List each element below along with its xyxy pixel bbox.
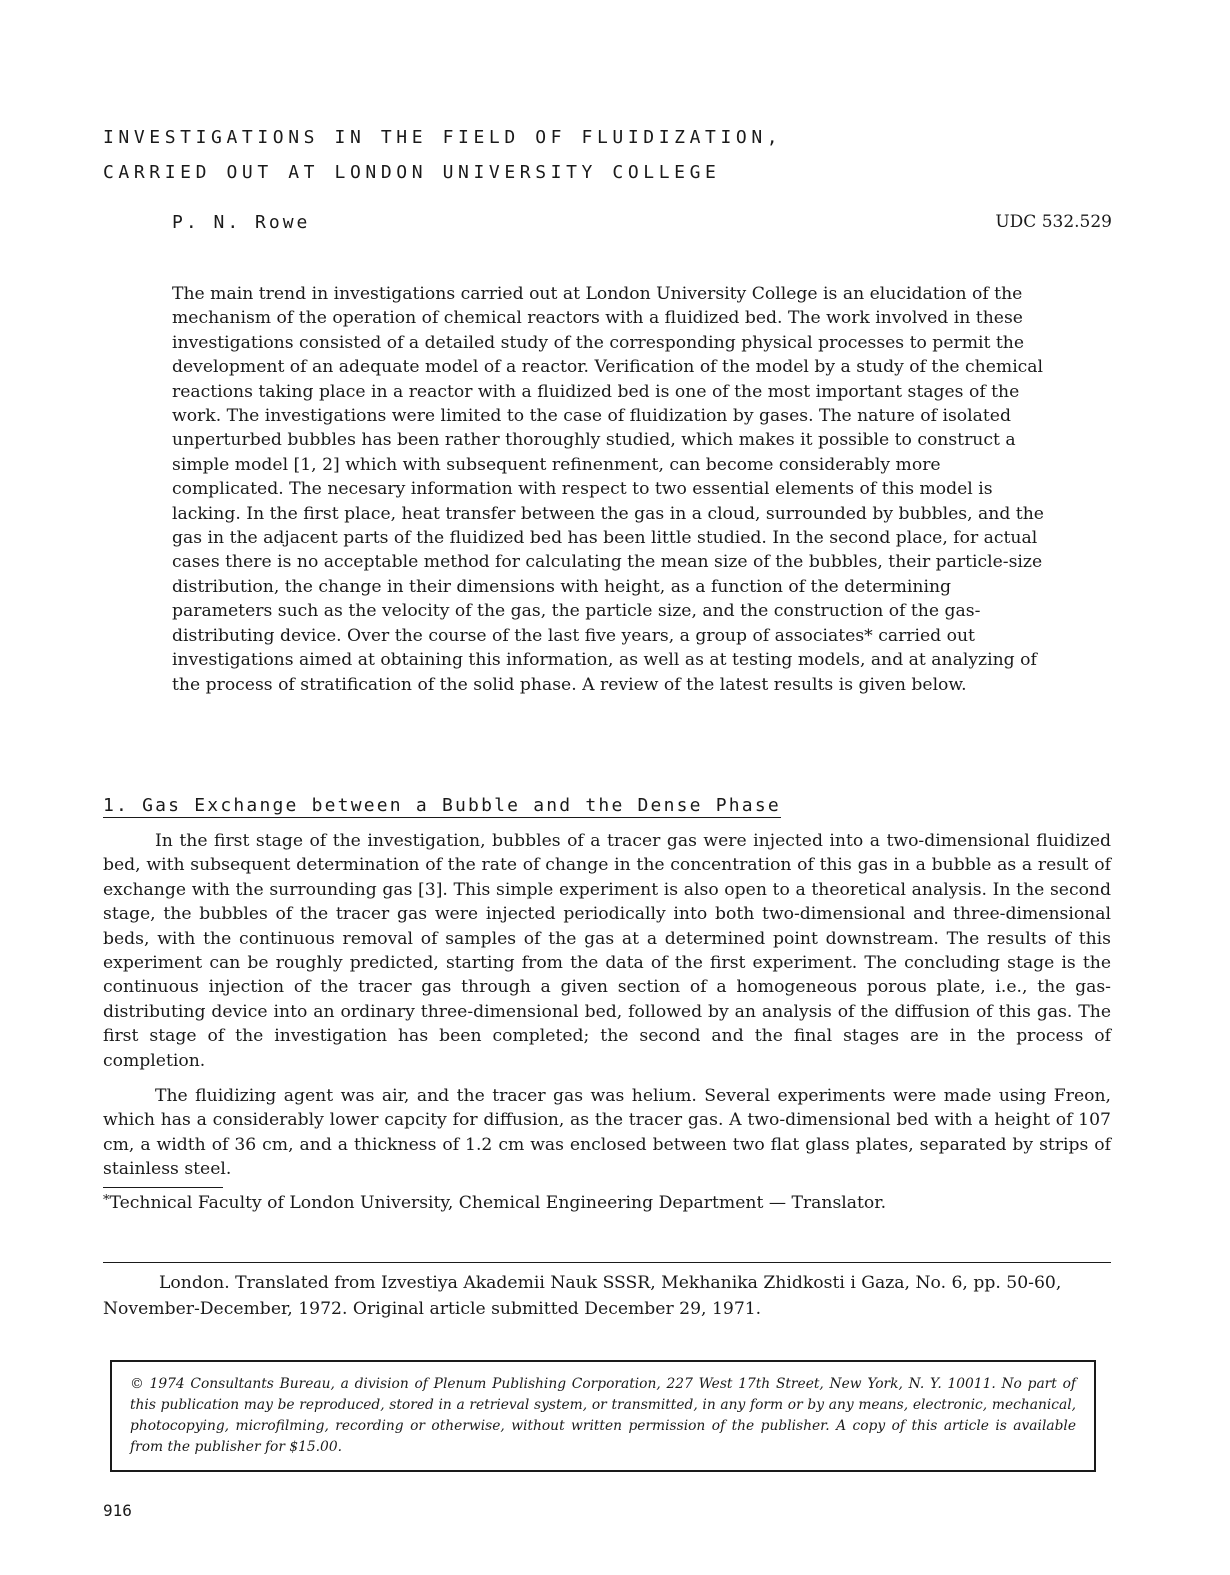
abstract-paragraph: The main trend in investigations carried out at London University College is an elucidation of the mechanism of the operation of chemical reactors with a fluidized bed. The work involved in these investigations consisted of a detailed study of the corresponding physical processes to permit the development of an adequate model of a reactor. Verification of the model by a study of the chemical reactions taking place in a reactor with a fluidized bed is one of the most important stages of the work. The investigations were limited to the case of fluidization by gases. The nature of isolated unperturbed bubbles has been rather thoroughly studied, which makes it possible to construct a simple model [1, 2] which with subsequent refinenment, can become considerably more complicated. The necesary information with respect to two essential elements of this model is lacking. In the first place, heat transfer between the gas in a cloud, surrounded by bubbles, and the gas in the adjacent parts of the fluidized bed has been little studied. In the second place, for actual cases there is no acceptable method for calculating the mean size of the bubbles, their particle-size distribution, the change in their dimensions with height, as a function of the determining parameters such as the velocity of the gas, the particle size, and the construction of the gas-distributing device. Over the course of the last five years, a group of associates* carried out investigations aimed at obtaining this information, as well as at testing models, and at analyzing of the process of stratification of the solid phase. A review of the latest results is given below. [172,284,1044,695]
body-paragraph-2: The fluidizing agent was air, and the tracer gas was helium. Several experiments were made using Freon, which has a considerably lower capcity for diffusion, as the tracer gas. A two-dimensional bed with a height of 107 cm, a width of 36 cm, and a thickness of 1.2 cm was enclosed between two flat glass plates, separated by strips of stainless steel. [103,1086,1111,1180]
section-heading: 1. Gas Exchange between a Bubble and the Dense Phase [103,795,781,816]
author-name: P. N. Rowe [172,212,311,233]
source-divider [103,1262,1111,1263]
article-title-line-1: INVESTIGATIONS IN THE FIELD OF FLUIDIZATION, [103,127,783,148]
udc-code: UDC 532.529 [995,212,1112,232]
page-number: 916 [103,1501,132,1520]
footnote-divider [103,1187,223,1188]
footnote-marker: * [103,1193,110,1208]
footnote-text: Technical Faculty of London University, Chemical Engineering Department — Translator. [109,1193,887,1213]
copyright-box: © 1974 Consultants Bureau, a division of Plenum Publishing Corporation, 227 West 17th Street, New York, N. Y. 10011. No part of this publication may be reproduced, stored in a retrieval system, or transmitted, in any form or by any means, electronic, mechanical, photocopying, microfilming, recording or otherwise, without written permission of the publisher. A copy of this article is available from the publisher for $15.00. [110,1360,1096,1472]
source-note: London. Translated from Izvestiya Akademii Nauk SSSR, Mekhanika Zhidkosti i Gaza, No. 6, pp. 50-60, November-December, 1972. Original article submitted December 29, 1971. [103,1273,1062,1319]
footnote [103,1193,886,1213]
article-title-line-2: CARRIED OUT AT LONDON UNIVERSITY COLLEGE [103,162,721,183]
body-paragraph-1: In the first stage of the investigation, bubbles of a tracer gas were injected into a two-dimensional fluidized bed, with subsequent determination of the rate of change in the concentration of this gas in a bubble as a result of exchange with the surrounding gas [3]. This simple experiment is also open to a theoretical analysis. In the second stage, the bubbles of the tracer gas were injected periodically into both two-dimensional and three-dimensional beds, with the continuous removal of samples of the gas at a determined point downstream. The results of this experiment can be roughly predicted, starting from the data of the first experiment. The concluding stage is the continuous injection of the tracer gas through a given section of a homogeneous porous plate, i.e., the gas-distributing device into an ordinary three-dimensional bed, followed by an analysis of the diffusion of this gas. The first stage of the investigation has been completed; the second and the final stages are in the process of completion. [103,831,1111,1071]
